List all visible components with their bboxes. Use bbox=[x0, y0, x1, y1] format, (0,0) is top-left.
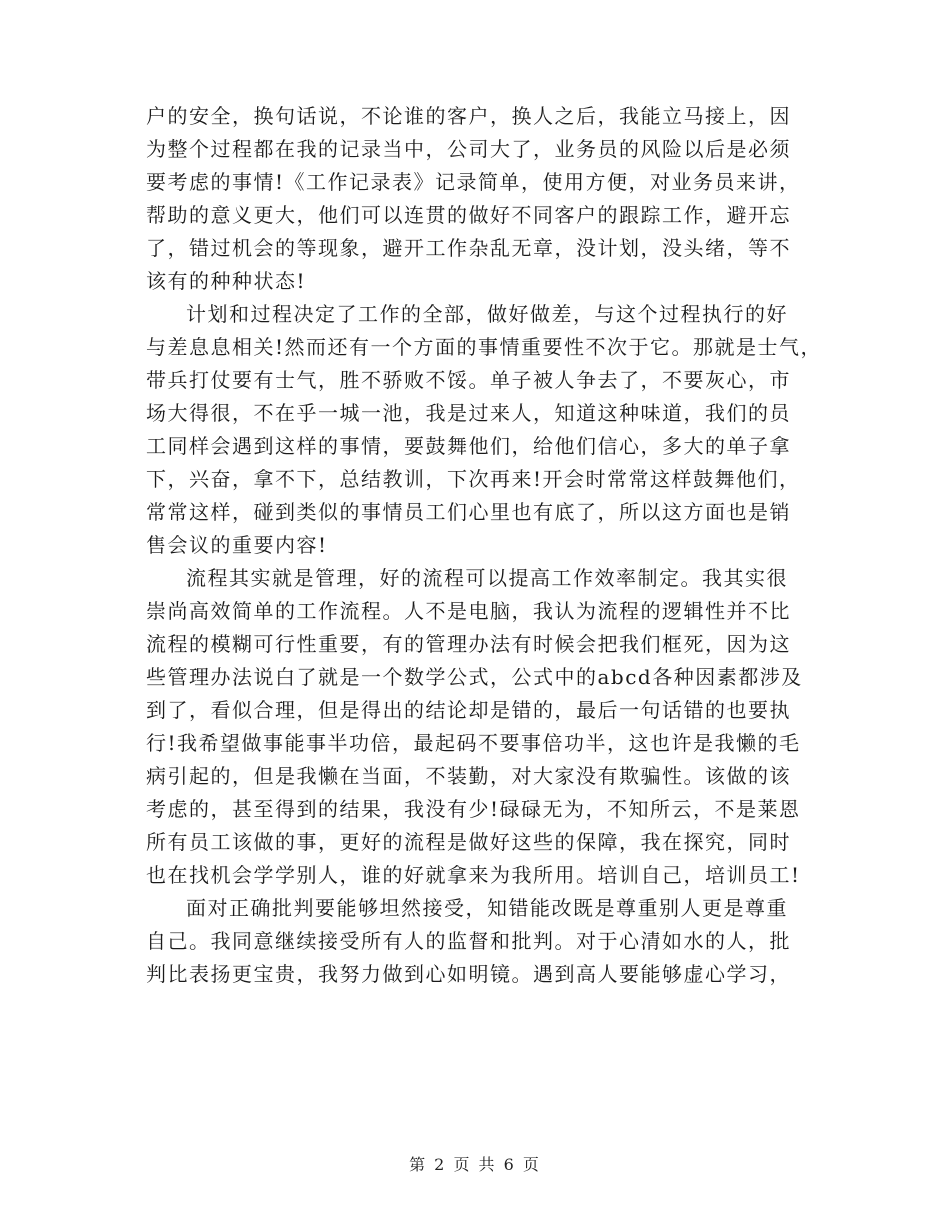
text-line: 些管理办法说白了就是一个数学公式，公式中的abcd各种因素都涉及 bbox=[146, 665, 803, 689]
text-line: 崇尚高效简单的工作流程。人不是电脑，我认为流程的逻辑性并不比 bbox=[146, 599, 791, 623]
text-line: 帮助的意义更大，他们可以连贯的做好不同客户的跟踪工作，避开忘 bbox=[146, 203, 791, 227]
text-line: 为整个过程都在我的记录当中，公司大了，业务员的风险以后是必须 bbox=[146, 137, 791, 161]
text-line: 户的安全，换句话说，不论谁的客户，换人之后，我能立马接上，因 bbox=[146, 104, 791, 128]
text-line: 带兵打仗要有士气，胜不骄败不馁。单子被人争去了，不要灰心，市 bbox=[146, 368, 791, 392]
text-line: 所有员工该做的事，更好的流程是做好这些的保障，我在探究，同时 bbox=[146, 830, 791, 854]
text-line: 与差息息相关!然而还有一个方面的事情重要性不次于它。那就是士气， bbox=[146, 335, 823, 359]
text-line: 流程的模糊可行性重要，有的管理办法有时候会把我们框死，因为这 bbox=[146, 632, 791, 656]
text-line: 行!我希望做事能事半功倍，最起码不要事倍功半，这也许是我懒的毛 bbox=[146, 731, 801, 755]
text-line: 病引起的，但是我懒在当面，不装勤，对大家没有欺骗性。该做的该 bbox=[146, 764, 791, 788]
document-body bbox=[146, 100, 826, 991]
text-line: 也在找机会学学别人，谁的好就拿来为我所用。培训自己，培训员工! bbox=[146, 863, 801, 887]
text-line: 了，错过机会的等现象，避开工作杂乱无章，没计划，没头绪，等不 bbox=[146, 236, 791, 260]
text-line: 自己。我同意继续接受所有人的监督和批判。对于心清如水的人，批 bbox=[146, 929, 791, 953]
text-line: 下，兴奋，拿不下，总结教训，下次再来!开会时常常这样鼓舞他们， bbox=[146, 467, 801, 491]
text-line: 判比表扬更宝贵，我努力做到心如明镜。遇到高人要能够虚心学习， bbox=[146, 962, 791, 986]
text-line: 工同样会遇到这样的事情，要鼓舞他们，给他们信心，多大的单子拿 bbox=[146, 434, 791, 458]
text-line: 场大得很，不在乎一城一池，我是过来人，知道这种味道，我们的员 bbox=[146, 401, 791, 425]
text-line: 常常这样，碰到类似的事情员工们心里也有底了，所以这方面也是销 bbox=[146, 500, 791, 524]
text-line: 售会议的重要内容! bbox=[146, 533, 328, 557]
text-line: 要考虑的事情!《工作记录表》记录简单，使用方便，对业务员来讲， bbox=[146, 170, 801, 194]
paragraph-first-line: 计划和过程决定了工作的全部，做好做差，与这个过程执行的好 bbox=[186, 302, 788, 326]
paragraph-first-line: 面对正确批判要能够坦然接受，知错能改既是尊重别人更是尊重 bbox=[186, 896, 788, 920]
page-number-footer: 第 2 页 共 6 页 bbox=[409, 1155, 541, 1174]
paragraph-first-line: 流程其实就是管理，好的流程可以提高工作效率制定。我其实很 bbox=[186, 566, 788, 590]
text-line: 到了，看似合理，但是得出的结论却是错的，最后一句话错的也要执 bbox=[146, 698, 791, 722]
text-line: 考虑的，甚至得到的结果，我没有少!碌碌无为，不知所云，不是莱恩 bbox=[146, 797, 801, 821]
text-line: 该有的种种状态! bbox=[146, 269, 307, 293]
